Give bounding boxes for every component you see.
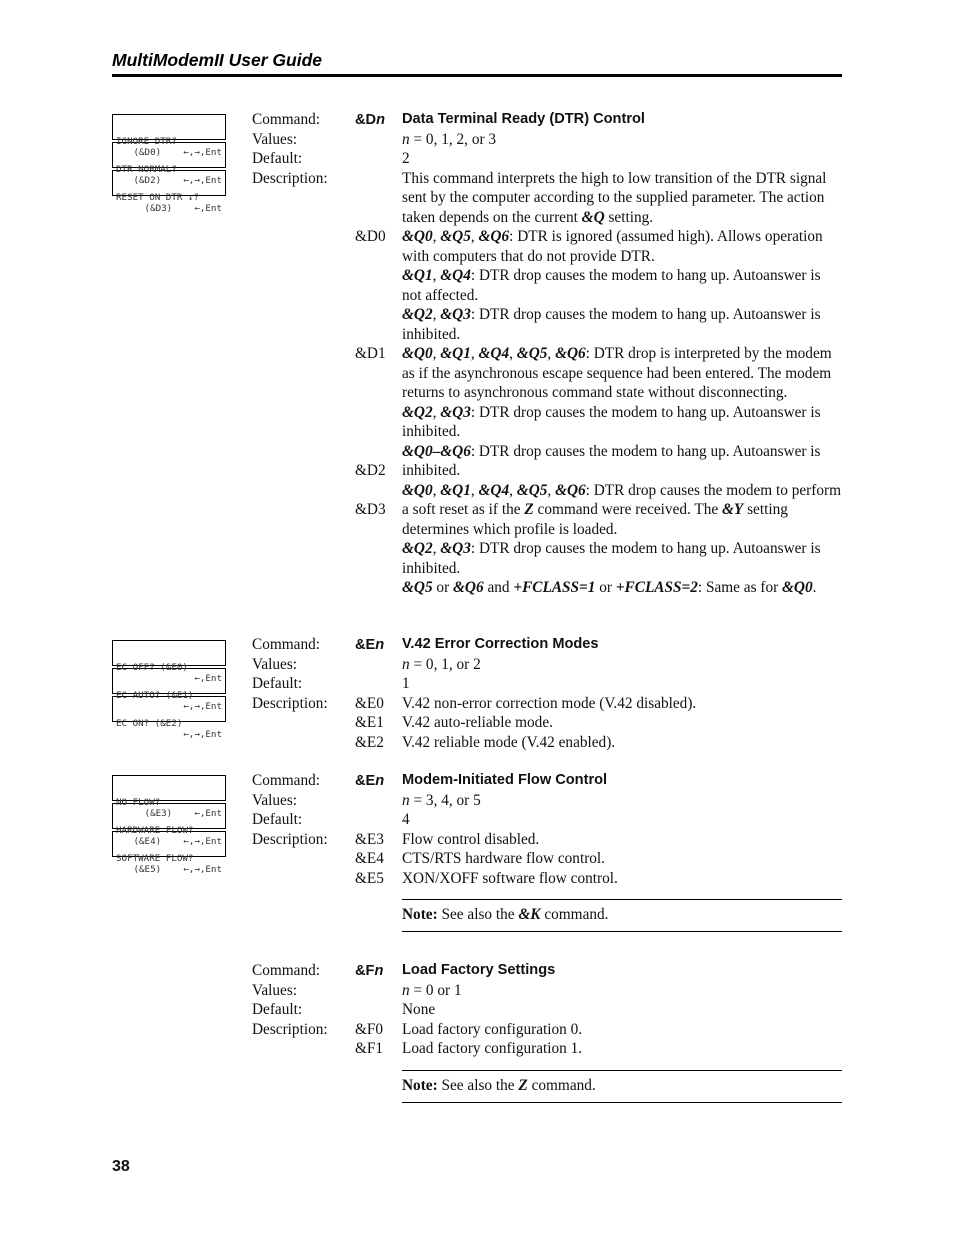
lcd-display-no-flow: NO FLOW? (&E3) ←,Ent bbox=[112, 775, 226, 801]
description-factory bbox=[402, 961, 842, 1059]
label-default: Default: bbox=[252, 675, 303, 692]
d1-line-b: &Q2, &Q3: DTR drop causes the modem to hang up. Autoanswer is inhibited. bbox=[402, 403, 821, 440]
option-row: V.42 auto-reliable mode. bbox=[402, 714, 553, 731]
label-values: Values: bbox=[252, 981, 298, 999]
field-labels-ec bbox=[252, 635, 328, 713]
label-command: Command: bbox=[252, 962, 320, 979]
label-description: Description: bbox=[252, 169, 328, 187]
lcd-display-reset-on-dtr: RESET ON DTR ↓? (&D3) ←,Ent bbox=[112, 170, 226, 196]
field-labels-flow bbox=[252, 771, 328, 849]
field-labels-dtr bbox=[252, 110, 328, 188]
label-default: Default: bbox=[252, 1001, 303, 1018]
param-codes-ec: &E0 &E1 &E2 bbox=[355, 694, 384, 751]
default-value: None bbox=[402, 1001, 436, 1018]
d0-line-b: &Q1, &Q4: DTR drop causes the modem to hang up. Autoanswer is not affected. bbox=[402, 267, 821, 304]
label-values: Values: bbox=[252, 655, 298, 673]
lcd-display-ec-auto: EC AUTO? (&E1) ←,→,Ent bbox=[112, 668, 226, 694]
option-row: V.42 reliable mode (V.42 enabled). bbox=[402, 733, 616, 751]
option-row: Load factory configuration 0. bbox=[402, 1020, 583, 1038]
lcd-display-ec-off: EC OFF? (&E0) ←,Ent bbox=[112, 640, 226, 666]
lcd-display-hardware-flow: HARDWARE FLOW? (&E4) ←,→,Ent bbox=[112, 803, 226, 829]
command-code-factory: &Fn bbox=[355, 963, 384, 979]
param-code-d1: &D1 bbox=[355, 345, 386, 362]
d2-line-a: &Q0–&Q6: DTR drop causes the modem to hang up. Autoanswer is inhibited. bbox=[402, 442, 821, 479]
option-row: Load factory configuration 1. bbox=[402, 1040, 583, 1057]
description-paragraph: This command interprets the high to low transition of the DTR signal sent by the computer according to the supplied parameter. The action taken depends on the current &Q setting. bbox=[402, 169, 827, 226]
label-command: Command: bbox=[252, 772, 320, 789]
values-text: n = 0, 1, 2, or 3 bbox=[402, 130, 497, 148]
command-code-ec: &En bbox=[355, 637, 385, 653]
d0-line-a: &Q0, &Q5, &Q6: DTR is ignored (assumed high). Allows operation with computers that do not provide DTR. bbox=[402, 228, 823, 265]
param-code-d2: &D2 bbox=[355, 462, 386, 479]
option-row: Flow control disabled. bbox=[402, 830, 540, 848]
lcd-display-software-flow: SOFTWARE FLOW? (&E5) ←,→,Ent bbox=[112, 831, 226, 857]
label-values: Values: bbox=[252, 130, 298, 148]
default-value: 1 bbox=[402, 675, 410, 692]
command-title: Data Terminal Ready (DTR) Control bbox=[402, 111, 645, 127]
description-flow bbox=[402, 771, 842, 888]
option-row: XON/XOFF software flow control. bbox=[402, 869, 618, 887]
page-number: 38 bbox=[112, 1158, 130, 1175]
label-default: Default: bbox=[252, 811, 303, 828]
description-ec bbox=[402, 635, 842, 752]
command-code-flow: &En bbox=[355, 773, 385, 789]
option-row: CTS/RTS hardware flow control. bbox=[402, 850, 606, 867]
param-codes-factory: &F0 &F1 bbox=[355, 1020, 384, 1057]
command-code-dtr: &Dn bbox=[355, 112, 386, 128]
param-code-d3: &D3 bbox=[355, 501, 386, 518]
note-box-factory: Note: See also the Z command. bbox=[402, 1070, 842, 1103]
param-codes-flow: &E3 &E4 &E5 bbox=[355, 830, 384, 887]
values-text: n = 0, 1, or 2 bbox=[402, 655, 481, 673]
d3-line-a: &Q0, &Q1, &Q4, &Q5, &Q6: DTR drop causes the modem to perform a soft reset as if the Z command were received. The &Y setting determines which profile is loaded. bbox=[402, 481, 841, 538]
d1-line-a: &Q0, &Q1, &Q4, &Q5, &Q6: DTR drop is interpreted by the modem as if the asynchronous escape sequence had been entered. The modem returns to asynchronous command state without disconnecting. bbox=[402, 345, 832, 401]
lcd-stack-flow bbox=[112, 775, 226, 875]
option-row: V.42 non-error correction mode (V.42 disabled). bbox=[402, 694, 697, 712]
label-default: Default: bbox=[252, 150, 303, 167]
lcd-display-ec-on: EC ON? (&E2) ←,→,Ent bbox=[112, 696, 226, 722]
lcd-display-ignore-dtr: IGNORE DTR? (&D0) ←,→,Ent bbox=[112, 114, 226, 140]
field-labels-factory bbox=[252, 961, 328, 1039]
d3-line-b: &Q2, &Q3: DTR drop causes the modem to hang up. Autoanswer is inhibited. bbox=[402, 540, 821, 577]
lcd-display-dtr-normal: DTR NORMAL? (&D2) ←,→,Ent bbox=[112, 142, 226, 168]
description-dtr bbox=[402, 110, 842, 598]
command-title: Load Factory Settings bbox=[402, 962, 556, 978]
label-values: Values: bbox=[252, 791, 298, 809]
label-description: Description: bbox=[252, 1020, 328, 1038]
d3-line-c: &Q5 or &Q6 and +FCLASS=1 or +FCLASS=2: Same as for &Q0. bbox=[402, 579, 817, 596]
command-title: Modem-Initiated Flow Control bbox=[402, 772, 608, 788]
param-code-d0: &D0 bbox=[355, 228, 386, 245]
values-text: n = 3, 4, or 5 bbox=[402, 791, 481, 809]
label-description: Description: bbox=[252, 694, 328, 712]
note-box-flow: Note: See also the &K command. bbox=[402, 899, 842, 932]
lcd-stack-dtr bbox=[112, 114, 226, 214]
label-command: Command: bbox=[252, 636, 320, 653]
header-rule bbox=[112, 74, 842, 77]
default-value: 2 bbox=[402, 150, 410, 167]
running-header-title: MultiModemII User Guide bbox=[112, 50, 323, 70]
label-description: Description: bbox=[252, 830, 328, 848]
default-value: 4 bbox=[402, 811, 410, 828]
d0-line-c: &Q2, &Q3: DTR drop causes the modem to hang up. Autoanswer is inhibited. bbox=[402, 306, 821, 343]
label-command: Command: bbox=[252, 111, 320, 128]
lcd-stack-ec bbox=[112, 640, 226, 740]
values-text: n = 0 or 1 bbox=[402, 981, 462, 999]
command-title: V.42 Error Correction Modes bbox=[402, 636, 599, 652]
